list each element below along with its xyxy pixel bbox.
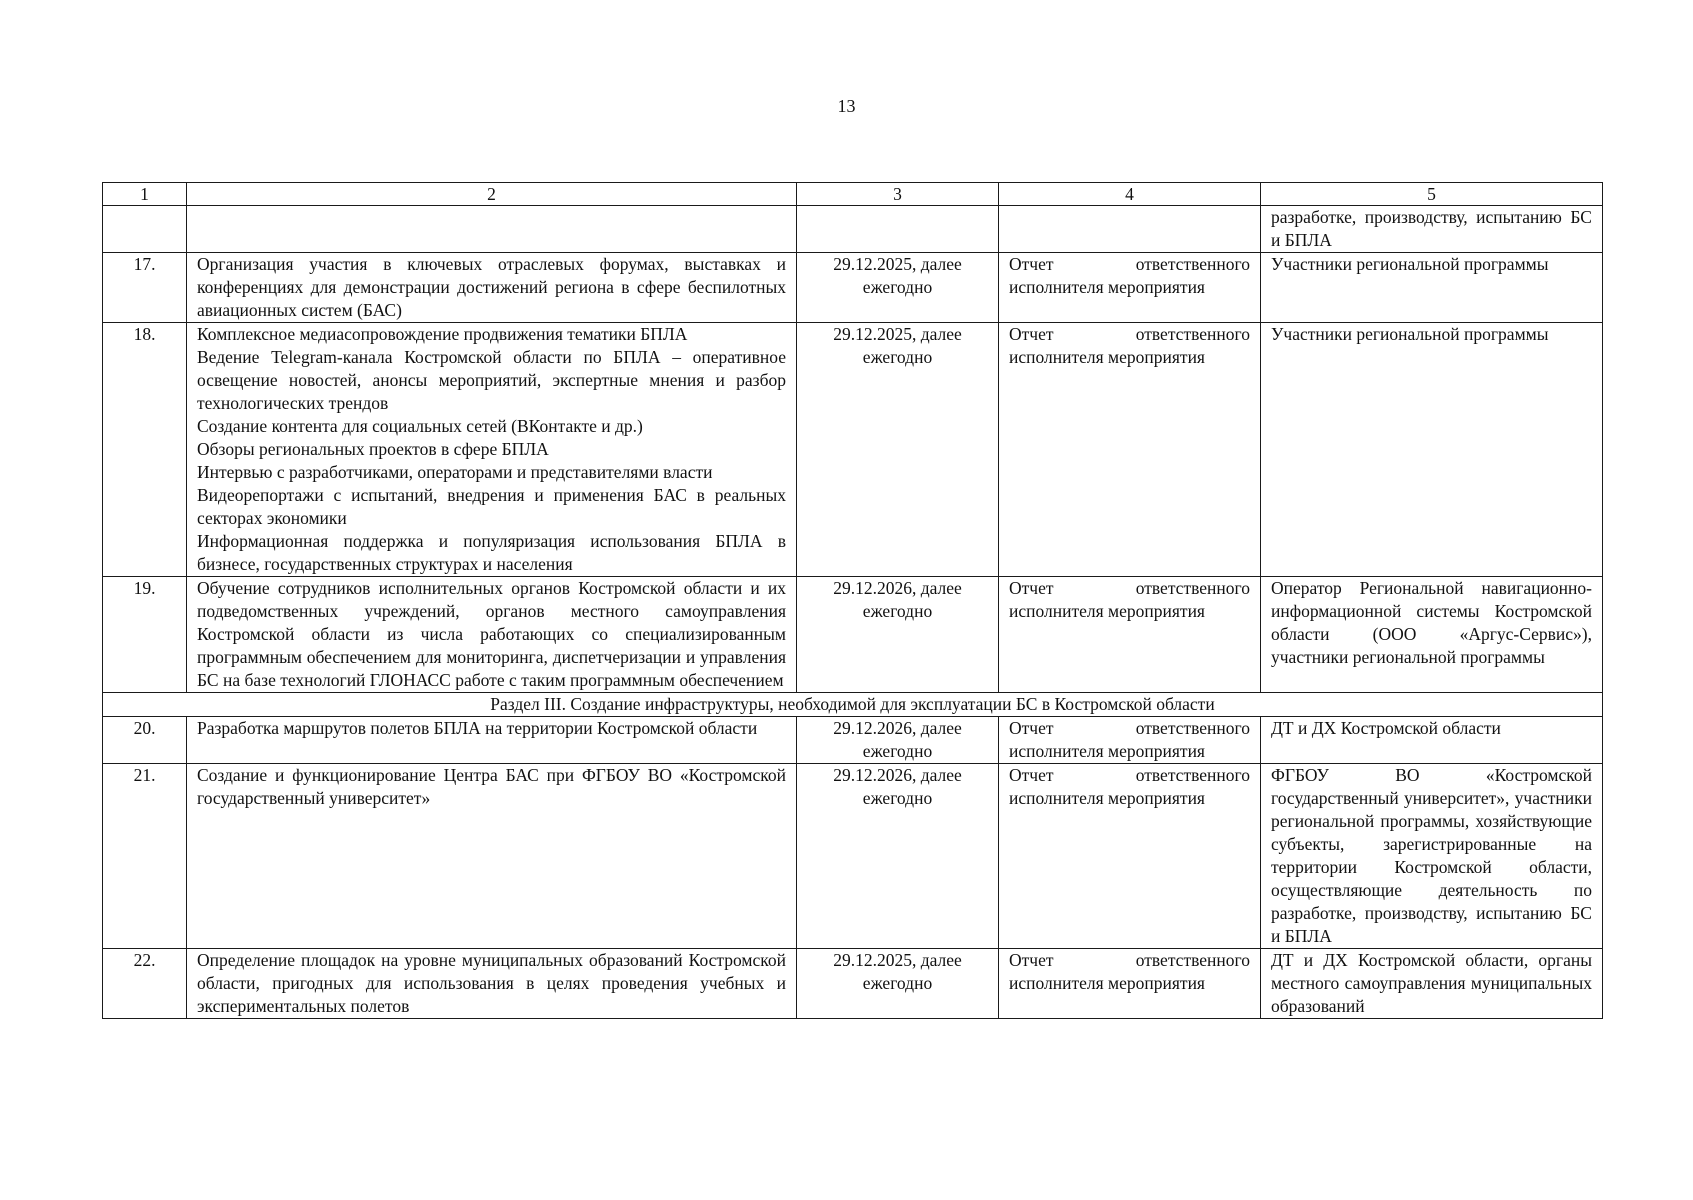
row-number: 19.	[103, 577, 187, 693]
activity-line: Организация участия в ключевых отраслевых форумах, выставках и конференциях для демонстрации достижений региона в сфере беспилотных авиационных систем (БАС)	[197, 254, 786, 320]
header-col-3: 3	[797, 183, 999, 206]
activity-line: Обзоры региональных проектов в сфере БПЛА	[197, 439, 549, 459]
activity-cell	[187, 577, 797, 693]
page-number: 13	[837, 96, 856, 116]
deadline-cell: 29.12.2026, далее ежегодно	[797, 717, 999, 764]
executors-cell: Участники региональной программы	[1261, 323, 1603, 577]
continuation-row	[103, 206, 1603, 253]
header-col-4: 4	[999, 183, 1261, 206]
rows-group-a	[103, 253, 1603, 693]
row-number: 22.	[103, 949, 187, 1019]
activity-cell	[187, 717, 797, 764]
table-header-row	[103, 183, 1603, 206]
activity-cell	[187, 949, 797, 1019]
table-row	[103, 949, 1603, 1019]
activity-line: Обучение сотрудников исполнительных органов Костромской области и их подведомственных учреждений, органов местного самоуправления Костромской области из числа работающих со специализированным программным обеспечением для мониторинга, диспетчеризации и управления БС на базе технологий ГЛОНАСС работе с таким программным обеспечением	[197, 578, 786, 690]
table-row	[103, 577, 1603, 693]
executors-cell: ДТ и ДХ Костромской области, органы местного самоуправления муниципальных образований	[1261, 949, 1603, 1019]
deadline-cell: 29.12.2025, далее ежегодно	[797, 323, 999, 577]
table-row	[103, 253, 1603, 323]
activity-line: Создание контента для социальных сетей (ВКонтакте и др.)	[197, 416, 643, 436]
row-number: 21.	[103, 764, 187, 949]
result-cell: Отчет ответственного исполнителя мероприятия	[999, 717, 1261, 764]
result-cell: Отчет ответственного исполнителя мероприятия	[999, 949, 1261, 1019]
row-number: 18.	[103, 323, 187, 577]
deadline-cell: 29.12.2026, далее ежегодно	[797, 577, 999, 693]
table-row	[103, 764, 1603, 949]
activity-line: Интервью с разработчиками, операторами и представителями власти	[197, 462, 713, 482]
executors-cell: Оператор Региональной навигационно-информационной системы Костромской области (ООО «Аргус-Сервис»), участники региональной программы	[1261, 577, 1603, 693]
row-number-cell	[103, 206, 187, 253]
result-cell: Отчет ответственного исполнителя мероприятия	[999, 764, 1261, 949]
result-cell: Отчет ответственного исполнителя мероприятия	[999, 323, 1261, 577]
deadline-cell: 29.12.2025, далее ежегодно	[797, 949, 999, 1019]
rows-group-b	[103, 717, 1603, 1019]
activity-cell	[187, 323, 797, 577]
executors-cell: Участники региональной программы	[1261, 253, 1603, 323]
deadline-cell: 29.12.2025, далее ежегодно	[797, 253, 999, 323]
executors-cell: ФГБОУ ВО «Костромской государственный университет», участники региональной программы, хозяйствующие субъекты, зарегистрированные на территории Костромской области, осуществляющие деятельность по разработке, производству, испытанию БС и БПЛА	[1261, 764, 1603, 949]
activity-line: Определение площадок на уровне муниципальных образований Костромской области, пригодных для использования в целях проведения учебных и экспериментальных полетов	[197, 950, 786, 1016]
row-number: 20.	[103, 717, 187, 764]
header-col-5: 5	[1261, 183, 1603, 206]
result-cell	[999, 206, 1261, 253]
section-title: Раздел III. Создание инфраструктуры, необходимой для эксплуатации БС в Костромской области	[103, 693, 1603, 717]
result-cell: Отчет ответственного исполнителя мероприятия	[999, 577, 1261, 693]
deadline-cell	[797, 206, 999, 253]
row-number: 17.	[103, 253, 187, 323]
activity-line: Создание и функционирование Центра БАС при ФГБОУ ВО «Костромской государственный университет»	[197, 765, 786, 808]
table-row	[103, 717, 1603, 764]
activity-line: Информационная поддержка и популяризация использования БПЛА в бизнесе, государственных структурах и населения	[197, 531, 786, 574]
activity-line: Ведение Telegram-канала Костромской области по БПЛА – оперативное освещение новостей, анонсы мероприятий, экспертные мнения и разбор технологических трендов	[197, 347, 786, 413]
activity-line: Видеорепортажи с испытаний, внедрения и применения БАС в реальных секторах экономики	[197, 485, 786, 528]
activity-cell	[187, 253, 797, 323]
table-row	[103, 323, 1603, 577]
deadline-cell: 29.12.2026, далее ежегодно	[797, 764, 999, 949]
activity-line: Комплексное медиасопровождение продвижения тематики БПЛА	[197, 324, 688, 344]
executors-cell: разработке, производству, испытанию БС и БПЛА	[1261, 206, 1603, 253]
header-col-1: 1	[103, 183, 187, 206]
executors-cell: ДТ и ДХ Костромской области	[1261, 717, 1603, 764]
plan-table	[102, 182, 1603, 1019]
activity-line: Разработка маршрутов полетов БПЛА на территории Костромской области	[197, 718, 758, 738]
header-col-2: 2	[187, 183, 797, 206]
activity-cell	[187, 206, 797, 253]
result-cell: Отчет ответственного исполнителя мероприятия	[999, 253, 1261, 323]
section-row	[103, 693, 1603, 717]
activity-cell	[187, 764, 797, 949]
